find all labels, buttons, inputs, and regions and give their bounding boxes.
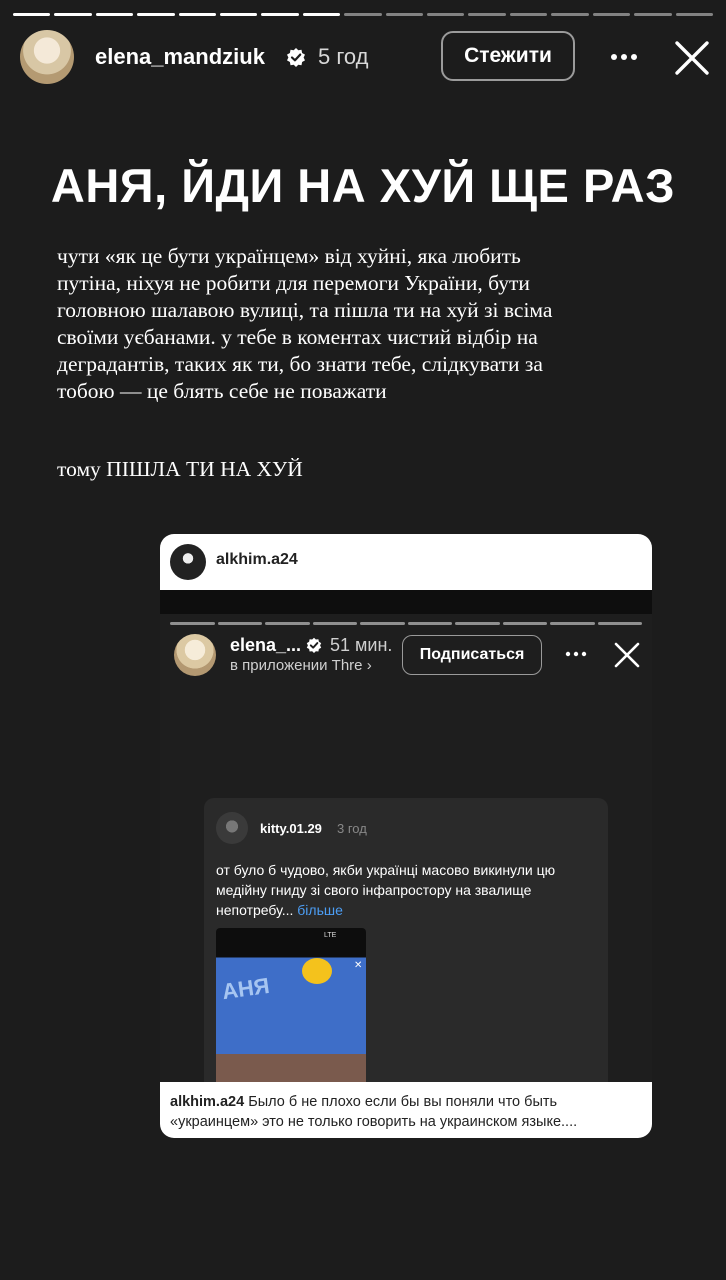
- subscribe-button[interactable]: Подписаться: [402, 635, 542, 675]
- inner-avatar[interactable]: [174, 634, 216, 676]
- story-paragraph: чути «як це бути українцем» від хуйні, яка любить путіна, ніхуя не робити для перемоги України, бути головною шалавою вулиці, та пішла ти на хуй зі всіма своїми уєбанами. у тебе в коментах чистий відбір на деградантів, таких як ти, бо знати тебе, слідкувати за тобою — це блять себе не поважати: [57, 244, 553, 403]
- inner-username[interactable]: elena_...: [230, 635, 302, 655]
- avatar[interactable]: [20, 30, 74, 84]
- reply-caption: [170, 1092, 642, 1132]
- progress-segment: [179, 13, 216, 16]
- progress-segment: [13, 13, 50, 16]
- chevron-right-icon: ›: [366, 657, 372, 674]
- progress-segment: [551, 13, 588, 16]
- inner-app-link[interactable]: [230, 657, 372, 674]
- progress-segment: [344, 13, 381, 16]
- progress-segment: [96, 13, 133, 16]
- inner-close-icon[interactable]: [612, 640, 642, 670]
- progress-segment: [468, 13, 505, 16]
- inner-progress-segment: [313, 622, 358, 625]
- inner-progress-segment: [170, 622, 215, 625]
- progress-segment: [676, 13, 713, 16]
- post-author-username[interactable]: kitty.01.29: [260, 821, 322, 836]
- inner-story-progress-bar: [170, 622, 642, 625]
- progress-segment: [427, 13, 464, 16]
- inner-progress-segment: [218, 622, 263, 625]
- inner-progress-segment: [408, 622, 453, 625]
- post-author-avatar[interactable]: [216, 812, 248, 844]
- close-icon[interactable]: [672, 38, 712, 78]
- progress-segment: [220, 13, 257, 16]
- username[interactable]: elena_mandziuk: [95, 44, 265, 69]
- progress-segment: [137, 13, 174, 16]
- inner-post-time: 51 мин.: [330, 635, 393, 655]
- progress-segment: [303, 13, 340, 16]
- inner-verified-icon: [306, 637, 322, 653]
- post-more-link[interactable]: більше: [297, 902, 343, 918]
- follow-button[interactable]: Стежити: [441, 31, 575, 81]
- image-title-text: АНЯ: [220, 972, 272, 1005]
- verified-icon: [286, 47, 306, 67]
- post-timestamp: 3 год: [337, 821, 367, 836]
- shared-story-header[interactable]: [160, 534, 652, 590]
- inner-progress-segment: [455, 622, 500, 625]
- post-text: [216, 860, 596, 920]
- progress-segment: [386, 13, 423, 16]
- shared-story-topbar: [160, 590, 652, 614]
- shared-author-avatar[interactable]: [170, 544, 206, 580]
- image-status-lte: LTE: [324, 932, 337, 939]
- inner-more-options-icon[interactable]: [564, 646, 588, 662]
- story-headline: АНЯ, ЙДИ НА ХУЙ ЩЕ РАЗ: [50, 159, 676, 212]
- inner-progress-segment: [360, 622, 405, 625]
- reply-text: Было б не плохо если бы вы поняли что быть «украинцем» это не только говорить на украинском языке....: [170, 1094, 578, 1130]
- shared-story-card[interactable]: [160, 534, 652, 1138]
- progress-segment: [634, 13, 671, 16]
- inner-app-label: в приложении Thre: [230, 657, 363, 674]
- post-time: 5 год: [318, 44, 369, 69]
- progress-segment: [54, 13, 91, 16]
- story-progress-bar: [13, 13, 713, 16]
- shared-author-username[interactable]: alkhim.a24: [216, 551, 298, 568]
- image-close-icon: ✕: [354, 960, 363, 971]
- post-body: от було б чудово, якби українці масово викинули цю медійну гниду зі свого інфапростору на звалище непотребу...: [216, 862, 556, 918]
- inner-progress-segment: [503, 622, 548, 625]
- progress-segment: [593, 13, 630, 16]
- duck-image: [302, 958, 332, 984]
- progress-segment: [510, 13, 547, 16]
- reply-caption-bar: [160, 1082, 652, 1138]
- reply-username[interactable]: alkhim.a24: [170, 1094, 245, 1110]
- more-options-icon[interactable]: [606, 44, 642, 70]
- inner-progress-segment: [265, 622, 310, 625]
- progress-segment: [261, 13, 298, 16]
- inner-progress-segment: [598, 622, 643, 625]
- inner-progress-segment: [550, 622, 595, 625]
- story-paragraph-closing: тому ПІШЛА ТИ НА ХУЙ: [57, 457, 303, 481]
